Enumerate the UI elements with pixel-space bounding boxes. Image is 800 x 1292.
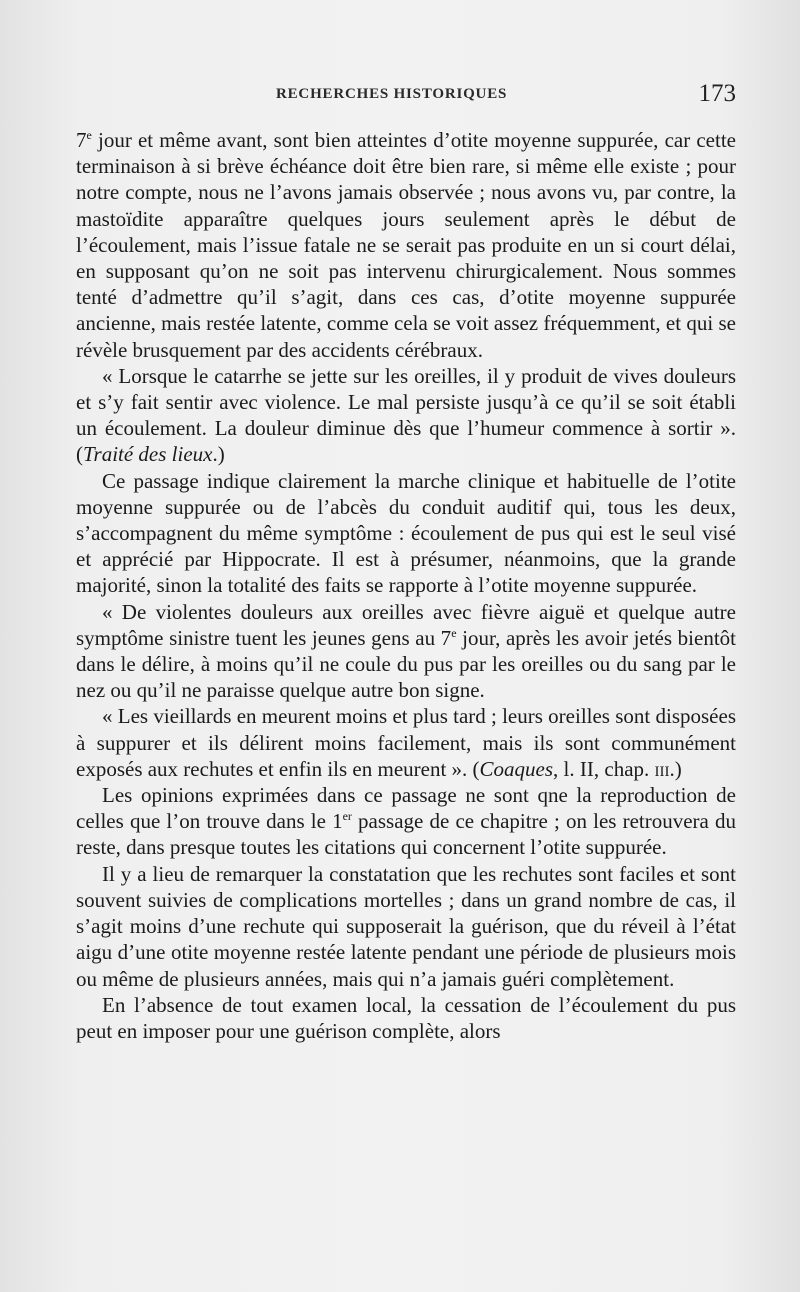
running-head: RECHERCHES HISTORIQUES — [276, 86, 508, 102]
paragraph-4-superscript: e — [451, 625, 457, 640]
paragraph-1-superscript: e — [86, 128, 92, 142]
paragraph-6-text-a: Les opinions exprimées dans ce passage ne sont qne la reproduction de celles que l’on trouve dans le 1 — [76, 783, 736, 834]
page-header — [76, 80, 736, 114]
paragraph-5-text-b: , l. II, chap. — [553, 756, 655, 781]
paragraph-8: En l’absence de tout examen local, la cessation de l’écoulement du pus peut en imposer pour une guérison complète, alors — [76, 992, 736, 1043]
paragraph-4-text-b: jour, après les avoir jetés bientôt dans le délire, à moins qu’il ne coule du pus par les oreilles ou du sang par le nez ou qu’il ne paraisse quelque autre bon signe. — [76, 625, 736, 703]
body-text — [76, 127, 736, 1044]
paragraph-3: Ce passage indique clairement la marche clinique et habituelle de l’otite moyenne suppurée ou de l’abcès du conduit auditif qui, tous les deux, s’accompagnent du même symptôme : écoulement de pus qui est le seul visé et apprécié par Hippocrate. Il est à présumer, néanmoins, que la grande majorité, sinon la totalité des faits se rapporte à l’otite moyenne suppurée. — [76, 468, 736, 598]
paragraph-2 — [76, 363, 736, 468]
paragraph-1 — [76, 127, 736, 363]
paragraph-5-text-a: « Les vieillards en meurent moins et plus tard ; leurs oreilles sont disposées à suppurer et ils délirent moins facilement, mais ils sont communément exposés aux rechutes et enfin ils en meurent ». ( — [76, 704, 736, 781]
paragraph-7: Il y a lieu de remarquer la constatation que les rechutes sont faciles et sont souvent suivies de complications mortelles ; dans un grand nombre de cas, il s’agit moins d’une rechute qui supposerait la guérison, que du réveil à l’état aigu d’une otite moyenne restée latente pendant une période de plusieurs mois ou même de plusieurs années, mais qui n’a jamais guéri complètement. — [76, 861, 736, 991]
paragraph-4 — [76, 599, 736, 704]
paragraph-5-text-c: .) — [669, 756, 682, 781]
paragraph-2-text-b: .) — [212, 442, 225, 467]
paragraph-5-work-title: Coaques — [479, 756, 554, 781]
paragraph-6-text-b: passage de ce chapitre ; on les retrouvera du reste, dans presque toutes les citations qui concernent l’otite suppurée. — [76, 809, 737, 860]
paragraph-5-chapter-number: iii — [654, 756, 670, 781]
page-number: 173 — [698, 80, 736, 107]
paragraph-6 — [76, 782, 736, 861]
paragraph-6-superscript: er — [342, 809, 352, 824]
paragraph-2-work-title: Traité des lieux — [83, 442, 213, 467]
paragraph-2-text-a: « Lorsque le catarrhe se jette sur les oreilles, il y produit de vives douleurs et s’y fait sentir avec violence. Le mal persiste jusqu’à ce qu’il se soit établi un écoulement. La douleur diminue dès que l’humeur commence à sortir ». ( — [76, 363, 736, 467]
paragraph-1-text-a: 7 — [76, 128, 87, 152]
paragraph-4-text-a: « De violentes douleurs aux oreilles avec fièvre aiguë et quelque autre symptôme sinistre tuent les jeunes gens au 7 — [76, 599, 736, 650]
paragraph-1-text-b: jour et même avant, sont bien atteintes d’otite moyenne suppurée, car cette terminaison à si brève échéance doit être bien rare, si même elle existe ; pour notre compte, nous ne l’avons jamais observée ; nous avons vu, par contre, la mastoïdite apparaître quelques jours seulement après le début de l’écoulement, mais l’issue fatale ne se serait pas produite en un si court délai, en supposant qu’on ne soit pas intervenu chirurgicalement. Nous sommes tenté d’admettre qu’il s’agit, dans ces cas, d’otite moyenne suppurée ancienne, mais restée latente, comme cela se voit assez fréquemment, et qui se révèle brusquement par des accidents cérébraux. — [76, 128, 736, 362]
paragraph-5 — [76, 703, 736, 782]
